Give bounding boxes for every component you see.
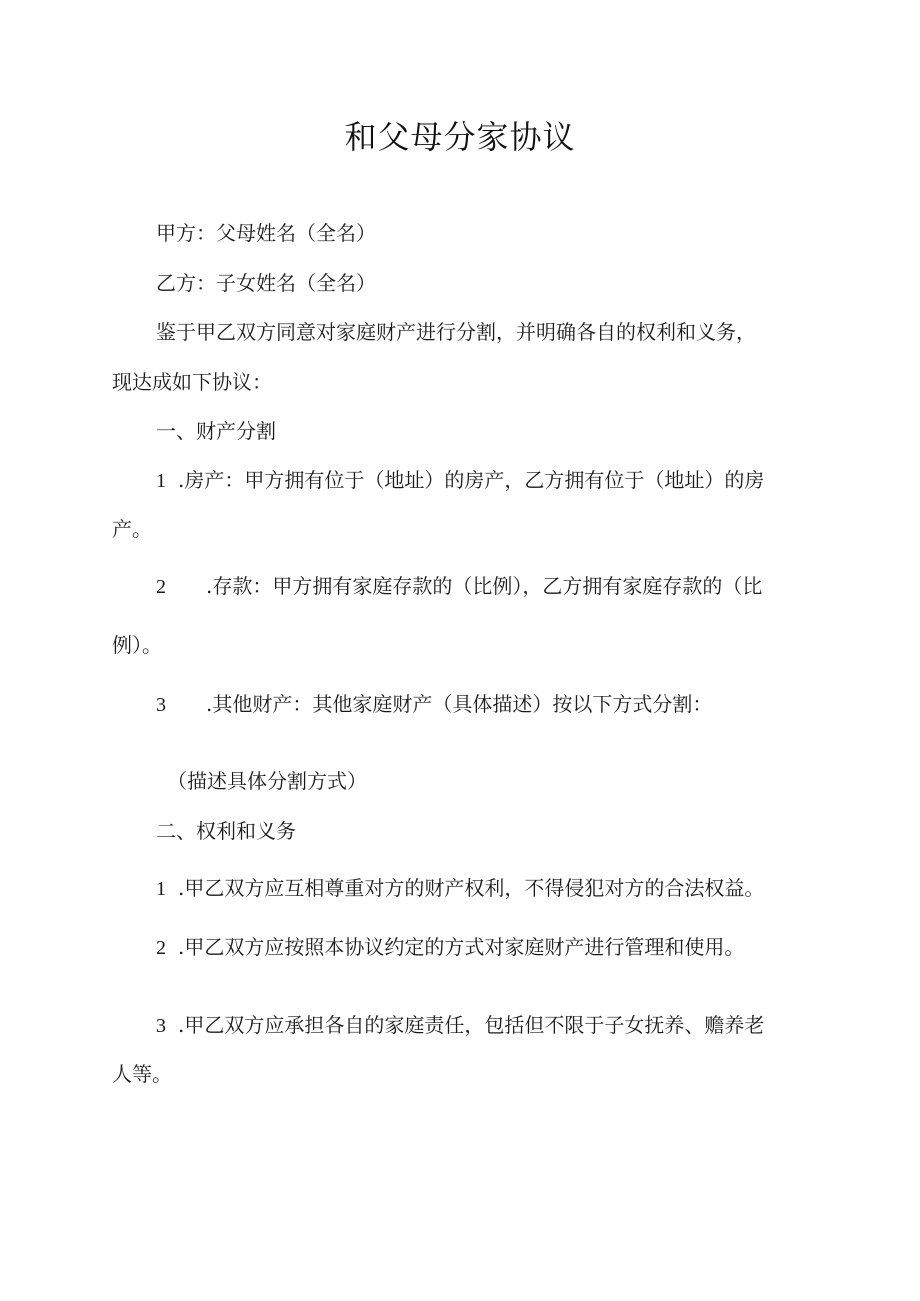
item-number: 3 [156, 1015, 166, 1037]
section-2-item-3-continued: 人等。 [112, 1062, 172, 1086]
item-text: .其他财产：其他家庭财产（具体描述）按以下方式分割： [206, 692, 713, 716]
party-b-line: 乙方：子女姓名（全名） [156, 271, 376, 295]
item-text: .存款：甲方拥有家庭存款的（比例），乙方拥有家庭存款的（比 [206, 574, 763, 598]
section-1-heading: 一、财产分割 [156, 419, 276, 443]
item-text: .甲乙双方应互相尊重对方的财产权利，不得侵犯对方的合法权益。 [178, 876, 765, 900]
party-a-line: 甲方：父母姓名（全名） [156, 221, 376, 245]
document-title: 和父母分家协议 [344, 118, 576, 156]
item-text: .甲乙双方应按照本协议约定的方式对家庭财产进行管理和使用。 [178, 935, 745, 959]
preamble-line-2: 现达成如下协议： [112, 370, 272, 394]
section-1-item-2 [156, 571, 762, 602]
section-2-heading: 二、权利和义务 [156, 819, 296, 843]
section-2-item-2 [156, 932, 744, 963]
section-1-item-1-continued: 产。 [112, 517, 152, 541]
preamble-line-1: 鉴于甲乙双方同意对家庭财产进行分割，并明确各自的权利和义务， [156, 320, 756, 344]
item-number: 1 [156, 878, 166, 900]
item-number: 1 [156, 470, 166, 492]
section-1-item-3 [156, 689, 712, 720]
section-1-item-3-detail: （描述具体分割方式） [167, 769, 367, 793]
section-1-item-2-continued: 例）。 [112, 633, 162, 657]
item-number: 3 [156, 694, 166, 716]
item-text: .甲乙双方应承担各自的家庭责任，包括但不限于子女抚养、赡养老 [178, 1013, 765, 1037]
section-2-item-1 [156, 873, 764, 904]
item-number: 2 [156, 937, 166, 959]
item-number: 2 [156, 576, 166, 598]
section-1-item-1 [156, 465, 764, 496]
section-2-item-3 [156, 1010, 764, 1041]
item-text: .房产：甲方拥有位于（地址）的房产，乙方拥有位于（地址）的房 [178, 468, 765, 492]
